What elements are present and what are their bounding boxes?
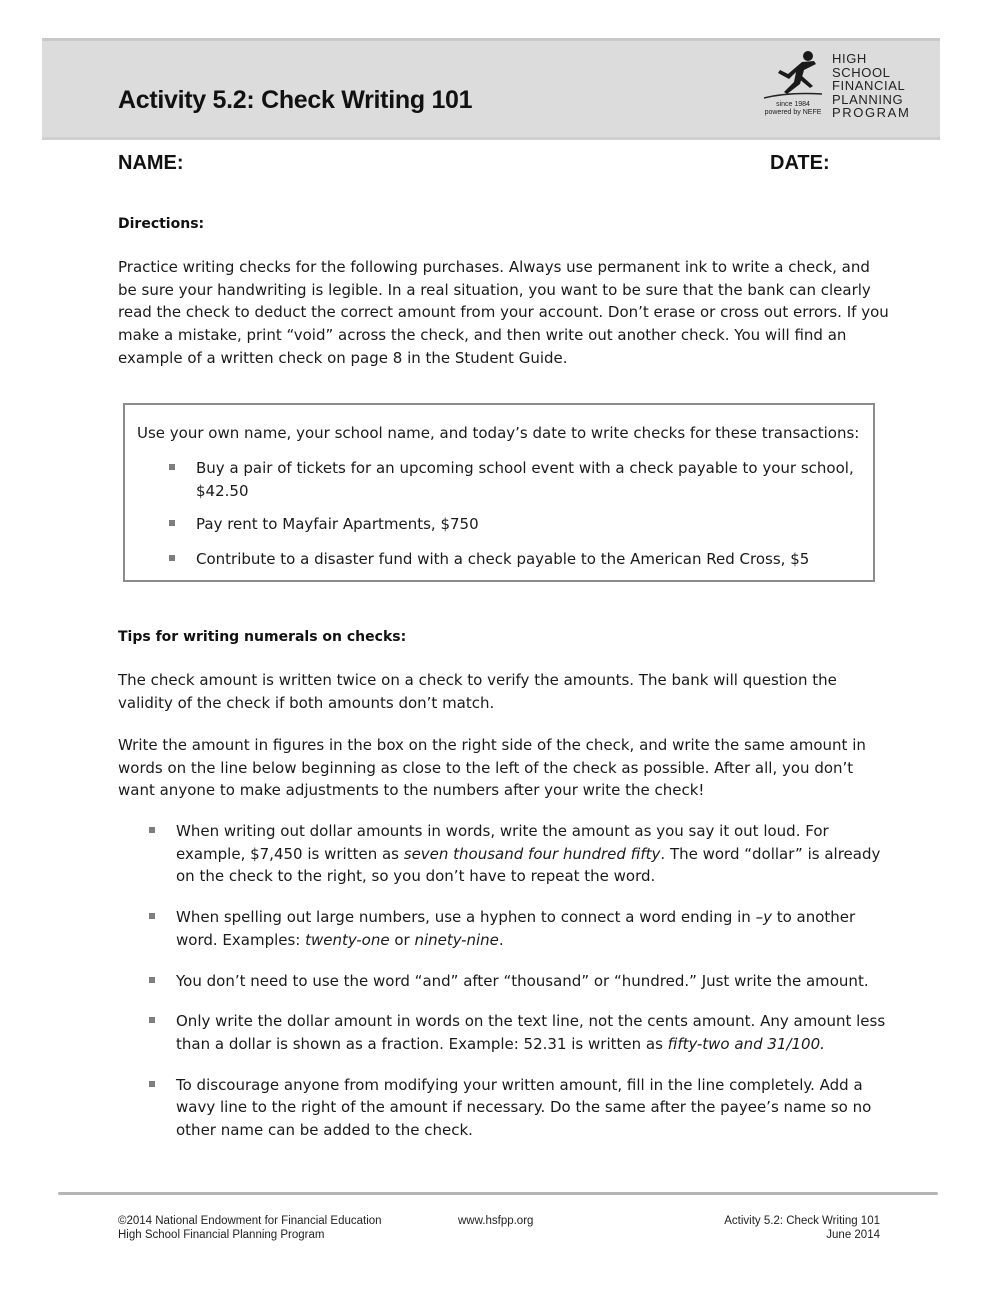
transactions-box (123, 403, 875, 582)
list-item: Contribute to a disaster fund with a check payable to the American Red Cross, $5 (196, 548, 861, 571)
footer-program: High School Financial Planning Program (118, 1229, 325, 1241)
list-item: Pay rent to Mayfair Apartments, $750 (196, 513, 861, 536)
footer-website: www.hsfpp.org (458, 1215, 534, 1227)
tips-paragraph: The check amount is written twice on a check to verify the amounts. The bank will question the validity of the check if both amounts don’t match. (118, 671, 837, 712)
logo-line: FINANCIAL (832, 78, 906, 93)
list-item: You don’t need to use the word “and” after “thousand” or “hundred.” Just write the amount. (176, 970, 888, 993)
logo-wordmark (832, 52, 910, 120)
tip-text: When writing out dollar amounts in words, write the amount as you say it out loud. For example, $7,450 is written as (176, 822, 829, 863)
tip-text: . The word “dollar” is already on the check to the right, so you don’t have to repeat the word. (176, 844, 881, 886)
tip-text: When spelling out large numbers, use a hyphen to connect a word ending in (176, 908, 756, 927)
logo-since: since 1984 (776, 101, 810, 108)
running-figure-icon (758, 48, 828, 104)
logo-line: HIGH (832, 51, 867, 66)
list-item: To discourage anyone from modifying your written amount, fill in the line completely. Add a wavy line to the right of the amount if necessary. Do the same after the payee’s name so no other name can be added to the check. (176, 1074, 888, 1142)
tip-text: . (498, 930, 504, 949)
date-label: DATE: (770, 152, 830, 174)
tip-text: or (389, 930, 415, 949)
list-item: Buy a pair of tickets for an upcoming school event with a check payable to your school, $42.50 (196, 457, 861, 502)
document-title: Activity 5.2: Check Writing 101 (118, 86, 473, 114)
hsfpp-logo (758, 48, 928, 126)
logo-powered: powered by NEFE (764, 109, 822, 116)
logo-line: PLANNING (832, 91, 904, 107)
tips-paragraph: Write the amount in figures in the box on the right side of the check, and write the same amount in words on the line below beginning as close to the left of the check as possible. After all, you don’t want anyone to make adjustments to the numbers after your write the check! (118, 736, 866, 800)
directions-text: Practice writing checks for the following purchases. Always use permanent ink to write a check, and be sure your handwriting is legible. In a real situation, you want to be sure that the bank can clearly read the check to deduct the correct amount from your account. Don’t erase or cross out errors. If you make a mistake, print “void” across the check, and then write out another check. You will find an example of a written check on page 8 in the Student Guide. (118, 258, 889, 367)
tips-list (176, 820, 888, 1142)
footer-copyright: ©2014 National Endowment for Financial Education (118, 1215, 382, 1227)
footer-right (680, 1214, 880, 1242)
logo-line: PROGRAM (832, 105, 911, 120)
tip-text: Only write the dollar amount in words on the text line, not the cents amount. Any amount less than a dollar is shown as a fraction. Example: 52.31 is written as (176, 1012, 886, 1053)
tip-text: to another word. Examples: (176, 908, 856, 949)
transactions-list (196, 457, 861, 571)
tip-example: twenty-one (305, 930, 390, 949)
tip-example: fifty-two and 31/100. (667, 1034, 825, 1053)
logo-tagline (760, 101, 826, 117)
footer-activity: Activity 5.2: Check Writing 101 (724, 1215, 880, 1227)
footer-left (118, 1214, 382, 1242)
tips-heading: Tips for writing numerals on checks: (118, 629, 407, 645)
footer-divider (58, 1192, 938, 1195)
directions-heading: Directions: (118, 216, 205, 232)
list-item (176, 906, 888, 951)
name-label: NAME: (118, 152, 184, 174)
tip-example: ninety-nine (414, 930, 499, 949)
list-item (176, 820, 888, 888)
logo-line: SCHOOL (832, 64, 891, 80)
tip-example: seven thousand four hundred fifty (403, 844, 661, 863)
list-item (176, 1010, 888, 1055)
tip-example: –y (755, 908, 772, 927)
footer-date: June 2014 (826, 1229, 880, 1241)
transactions-intro: Use your own name, your school name, and today’s date to write checks for these transactions: (137, 424, 860, 442)
